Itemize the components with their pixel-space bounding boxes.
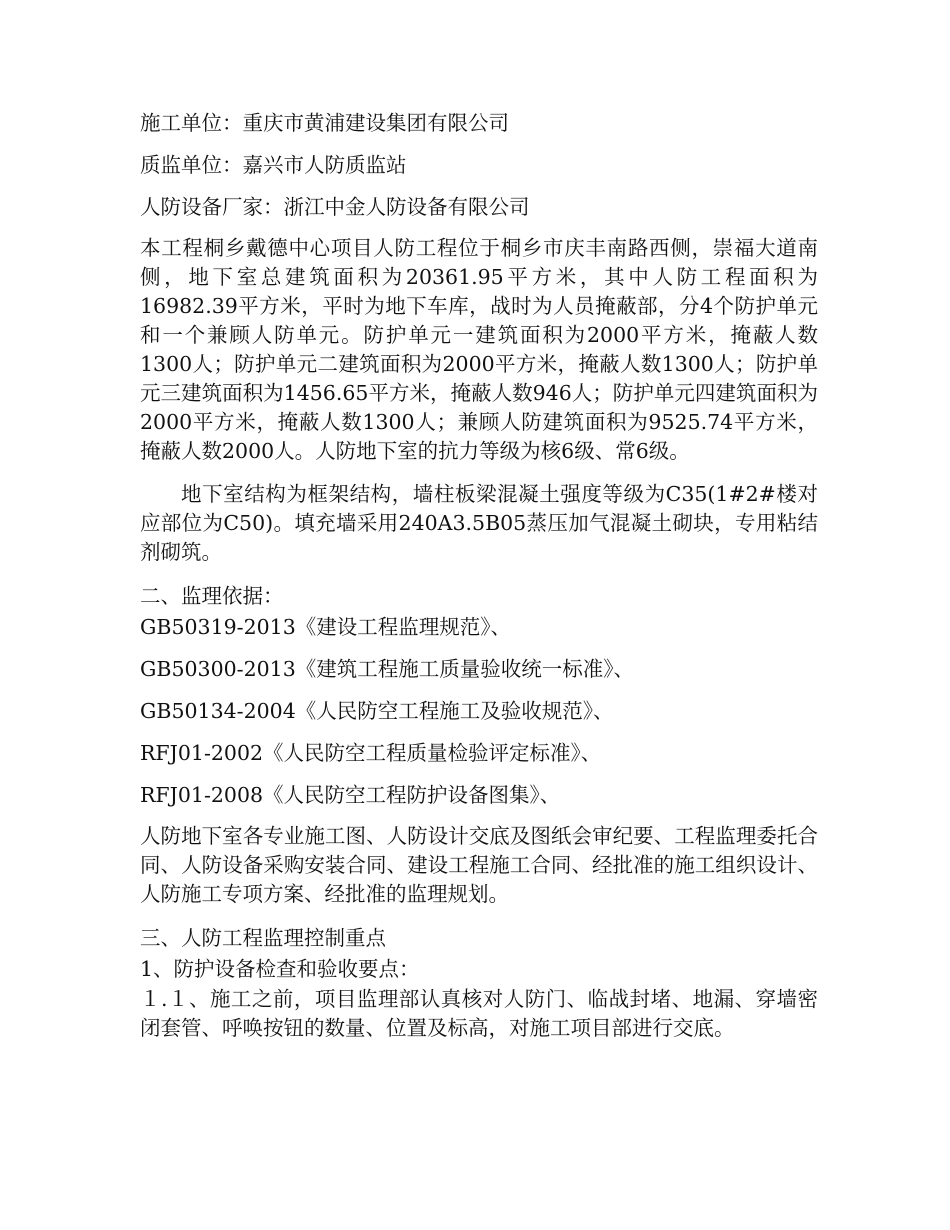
document-page <box>140 108 818 1043</box>
standard-item: RFJ01-2002《人民防空工程质量检验评定标准》、 <box>140 741 602 765</box>
standard-item: RFJ01-2008《人民防空工程防护设备图集》、 <box>140 783 561 807</box>
equipment-vendor-line: 人防设备厂家：浙江中金人防设备有限公司 <box>140 195 530 219</box>
item-1-1-paragraph: １.１、施工之前，项目监理部认真核对人防门、临战封堵、地漏、穿墙密闭套管、呼唤按钮的数量、位置及标高，对施工项目部进行交底。 <box>140 987 818 1040</box>
project-overview-paragraph: 本工程桐乡戴德中心项目人防工程位于桐乡市庆丰南路西侧，崇福大道南侧，地下室总建筑面积为20361.95平方米，其中人防工程面积为16982.39平方米，平时为地下车库，战时为人员掩蔽部，分4个防护单元和一个兼顾人防单元。防护单元一建筑面积为2000平方米，掩蔽人数1300人；防护单元二建筑面积为2000平方米，掩蔽人数1300人；防护单元三建筑面积为1456.65平方米，掩蔽人数946人；防护单元四建筑面积为2000平方米，掩蔽人数1300人；兼顾人防建筑面积为9525.74平方米，掩蔽人数2000人。人防地下室的抗力等级为核6级、常6级。 <box>140 236 818 463</box>
construction-unit-line: 施工单位：重庆市黄浦建设集团有限公司 <box>140 111 509 135</box>
reference-documents-paragraph: 人防地下室各专业施工图、人防设计交底及图纸会审纪要、工程监理委托合同、人防设备采购安装合同、建设工程施工合同、经批准的施工组织设计、人防施工专项方案、经批准的监理规划。 <box>140 824 818 906</box>
standard-item: GB50319-2013《建设工程监理规范》、 <box>140 615 512 639</box>
standard-item: GB50134-2004《人民防空工程施工及验收规范》、 <box>140 699 614 723</box>
subsection-1-heading: 1、防护设备检查和验收要点： <box>140 957 420 981</box>
section-2-heading: 二、监理依据： <box>140 584 284 608</box>
quality-unit-line: 质监单位：嘉兴市人防质监站 <box>140 153 407 177</box>
section-3-heading: 三、人防工程监理控制重点 <box>140 926 386 950</box>
structure-paragraph: 地下室结构为框架结构，墙柱板梁混凝土强度等级为C35(1#2#楼对应部位为C50)。填充墙采用240A3.5B05蒸压加气混凝土砌块，专用粘结剂砌筑。 <box>140 482 818 564</box>
standard-item: GB50300-2013《建筑工程施工质量验收统一标准》、 <box>140 657 635 681</box>
